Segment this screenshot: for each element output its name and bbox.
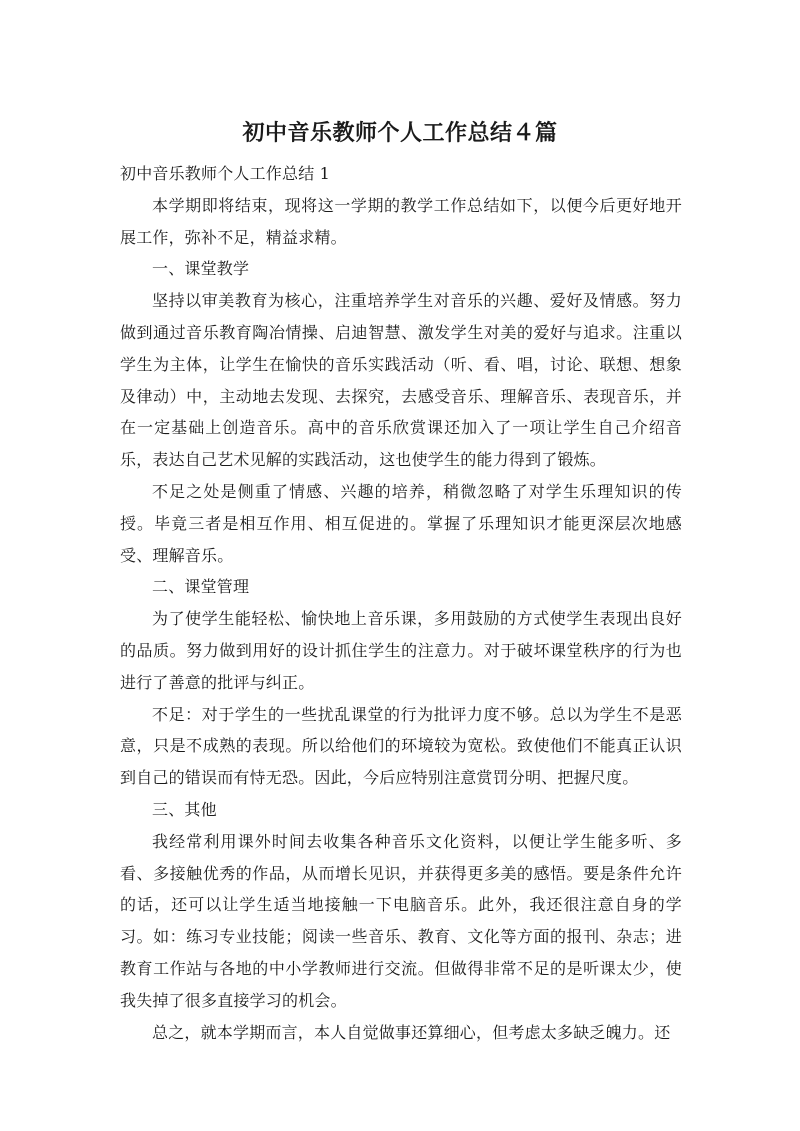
paragraph-teaching-shortcoming: 不足之处是侧重了情感、兴趣的培养，稍微忽略了对学生乐理知识的传授。毕竟三者是相互作用、相互促进的。掌握了乐理知识才能更深层次地感受、理解音乐。 bbox=[120, 481, 682, 565]
section-subtitle: 初中音乐教师个人工作总结 1 bbox=[120, 164, 331, 183]
paragraph-management-shortcoming: 不足：对于学生的一些扰乱课堂的行为批评力度不够。总以为学生不是恶意，只是不成熟的表现。所以给他们的环境较为宽松。致使他们不能真正认识到自己的错误而有恃无恐。因此，今后应特别注意赏罚分明、把握尺度。 bbox=[120, 704, 682, 788]
paragraph-other: 我经常利用课外时间去收集各种音乐文化资料，以便让学生能多听、多看、多接触优秀的作品，从而增长见识，并获得更多美的感悟。要是条件允许的话，还可以让学生适当地接触一下电脑音乐。此外，我还很注意自身的学习。如：练习专业技能；阅读一些音乐、教育、文化等方面的报刊、杂志；进教育工作站与各地的中小学教师进行交流。但做得非常不足的是听课太少，使我失掉了很多直接学习的机会。 bbox=[120, 831, 682, 1010]
heading-other: 三、其他 bbox=[152, 799, 217, 819]
document-body bbox=[120, 158, 682, 1048]
paragraph-teaching: 坚持以审美教育为核心，注重培养学生对音乐的兴趣、爱好及情感。努力做到通过音乐教育陶冶情操、启迪智慧、激发学生对美的爱好与追求。注重以学生为主体，让学生在愉快的音乐实践活动（听、看、唱，讨论、联想、想象及律动）中，主动地去发现、去探究，去感受音乐、理解音乐、表现音乐，并在一定基础上创造音乐。高中的音乐欣赏课还加入了一项让学生自己介绍音乐，表达自己艺术见解的实践活动，这也使学生的能力得到了锻炼。 bbox=[120, 291, 682, 470]
heading-classroom-teaching: 一、课堂教学 bbox=[152, 259, 250, 279]
paragraph-management: 为了使学生能轻松、愉快地上音乐课，多用鼓励的方式使学生表现出良好的品质。努力做到用好的设计抓住学生的注意力。对于破坏课堂秩序的行为也进行了善意的批评与纠正。 bbox=[120, 609, 682, 692]
paragraph-intro: 本学期即将结束，现将这一学期的教学工作总结如下，以便今后更好地开展工作，弥补不足，精益求精。 bbox=[120, 195, 682, 247]
heading-classroom-management: 二、课堂管理 bbox=[152, 577, 250, 597]
document-title: 初中音乐教师个人工作总结４篇 bbox=[242, 121, 558, 146]
paragraph-conclusion: 总之，就本学期而言，本人自觉做事还算细心，但考虑太多缺乏魄力。还 bbox=[152, 1022, 671, 1042]
